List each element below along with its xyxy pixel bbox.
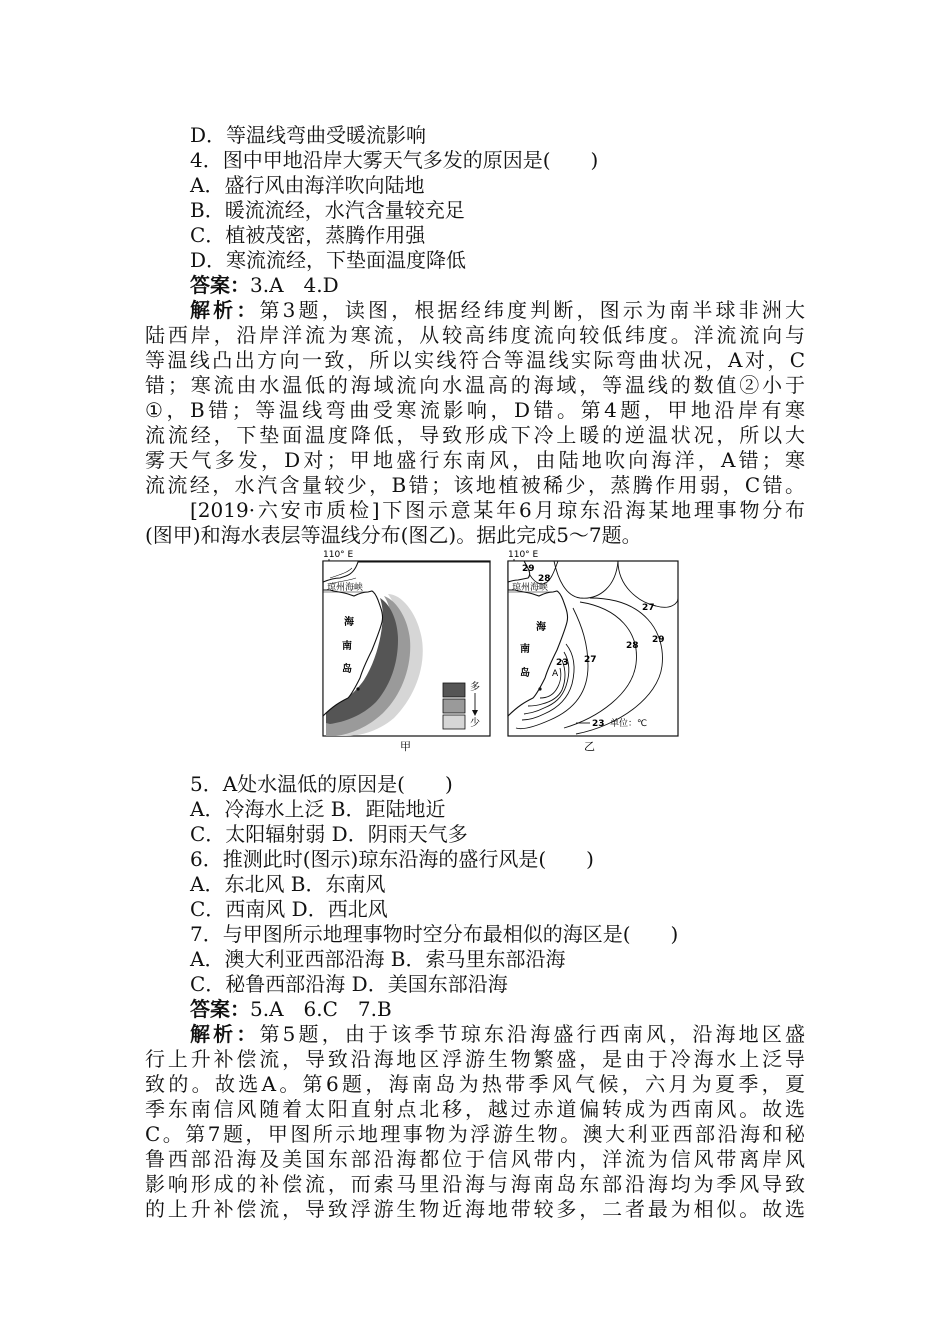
point-a-label: A [552,669,559,679]
legend-swatch-mid [443,699,465,713]
right-island-char-2: 南 [520,644,530,655]
q6-options-cd: C．西南风 D．西北风 [190,897,388,921]
q7-options-ab: A．澳大利亚西部沿海 B．索马里东部沿海 [190,947,566,971]
analysis-2-line-5: C。第7题，甲图所示地理事物为浮游生物。澳大利亚西部沿海和秘 [145,1122,805,1146]
intro-line-2: (图甲)和海水表层等温线分布(图乙)。据此完成5～7题。 [145,523,642,547]
analysis-label: 解析： [190,1022,260,1046]
analysis-2-line-3: 致的。故选A。第6题，海南岛为热带季风气候，六月为夏季，夏 [145,1072,805,1096]
analysis-1-line-1 [190,298,805,323]
map-jia [323,550,490,753]
right-island-char-3: 岛 [520,668,530,679]
intro-line-1: [2019·六安市质检]下图示意某年6月琼东沿海某地理事物分布 [190,498,805,522]
isotherm-label-23: 23 [556,658,569,668]
isotherm-label-27-north: 27 [642,603,655,613]
answer-1 [190,273,850,298]
q6-options-ab: A．东北风 B．东南风 [190,872,386,896]
q5-options-cd: C．太阳辐射弱 D．阴雨天气多 [190,822,468,846]
analysis-1-line-4: 错；寒流由水温低的海域流向水温高的海域，等温线的数值②小于 [145,373,805,397]
map-yi [508,550,678,753]
right-longitude-label: 110° E [508,550,539,560]
answer-2 [190,997,850,1022]
q6-stem: 6．推测此时(图示)琼东沿海的盛行风是( ) [190,847,594,871]
analysis-2-line-2: 行上升补偿流，导致沿海地区浮游生物繁盛，是由于冷海水上泛导 [145,1047,805,1071]
right-island-char-1: 海 [536,622,546,633]
left-point-marker [356,687,359,690]
q4-option-d: D．寒流流经，下垫面温度降低 [190,248,467,272]
analysis-1-line-8: 流流经，水汽含量较少，B错；该地植被稀少，蒸腾作用弱，C错。 [145,473,805,497]
analysis-1-line-2: 陆西岸，沿岸洋流为寒流，从较高纬度流向较低纬度。洋流流向与 [145,323,805,347]
left-island-char-2: 南 [342,641,352,652]
analysis-2-line-8: 的上升补偿流，导致浮游生物近海地带较多，二者最为相似。故选 [145,1197,805,1221]
analysis-2-line-4: 季东南信风随着太阳直射点北移，越过赤道偏转成为西南风。故选 [145,1097,805,1121]
legend-more-label: 多 [470,682,480,693]
analysis-1-line-3: 等温线凸出方向一致，所以实线符合等温线实际弯曲状况，A对，C [145,348,805,372]
left-strait-label: 琼州海峡 [327,583,364,593]
answer-label: 答案： [190,273,250,297]
analysis-text: 第3题，读图，根据经纬度判断，图示为南半球非洲大 [259,298,805,322]
q5-stem: 5．A处水温低的原因是( ) [190,772,453,796]
analysis-2-line-7: 影响形成的补偿流，而索马里沿海与海南岛东部沿海均为季风导致 [145,1172,805,1196]
right-strait-label: 琼州海峡 [512,583,549,593]
isotherm-label-28-north: 28 [538,574,551,584]
analysis-1-line-5: ①，B错；等温线弯曲受寒流影响，D错。第4题，甲地沿岸有寒 [145,398,805,422]
left-island-char-1: 海 [344,617,354,628]
q7-stem: 7．与甲图所示地理事物时空分布最相似的海区是( ) [190,922,679,946]
figure-maps [318,548,665,758]
analysis-1-line-7: 雾天气多发，D对；甲地盛行东南风，由陆地吹向海洋，A错；寒 [145,448,805,472]
q3-option-d: D．等温线弯曲受暖流影响 [190,123,427,147]
isotherm-label-28-south: 28 [626,641,639,651]
legend-swatch-light [443,715,465,729]
right-map-caption: 乙 [584,740,595,753]
analysis-1-line-6: 流流经，下垫面温度降低，导致形成下冷上暖的逆温状况，所以大 [145,423,805,447]
analysis-label: 解析： [190,298,260,322]
point-a-marker [538,687,541,690]
legend-isotherm-value: 23 [592,719,605,729]
answer-text: 5.A 6.C 7.B [250,997,392,1021]
q4-option-a: A．盛行风由海洋吹向陆地 [190,173,425,197]
q4-option-c: C．植被茂密，蒸腾作用强 [190,223,426,247]
answer-label: 答案： [190,997,250,1021]
legend-less-label: 少 [470,718,480,729]
left-longitude-label: 110° E [323,550,354,560]
left-island-char-3: 岛 [342,664,352,675]
q4-option-b: B．暖流流经，水汽含量较充足 [190,198,465,222]
q5-options-ab: A．冷海水上泛 B．距陆地近 [190,797,446,821]
isotherm-label-27-south: 27 [584,655,597,665]
q4-stem: 4．图中甲地沿岸大雾天气多发的原因是( ) [190,148,599,172]
answer-text: 3.A 4.D [250,273,339,297]
analysis-2-line-1 [190,1022,805,1047]
legend-unit: 单位：℃ [610,719,648,729]
q7-options-cd: C．秘鲁西部沿海 D．美国东部沿海 [190,972,508,996]
isotherm-label-29-south: 29 [652,635,665,645]
left-map-caption: 甲 [400,740,411,753]
analysis-2-line-6: 鲁西部沿海及美国东部沿海都位于信风带内，洋流为信风带离岸风 [145,1147,805,1171]
isotherm-label-29-north: 29 [522,564,535,574]
legend-swatch-dark [443,683,465,697]
analysis-text: 第5题，由于该季节琼东沿海盛行西南风，沿海地区盛 [259,1022,805,1046]
